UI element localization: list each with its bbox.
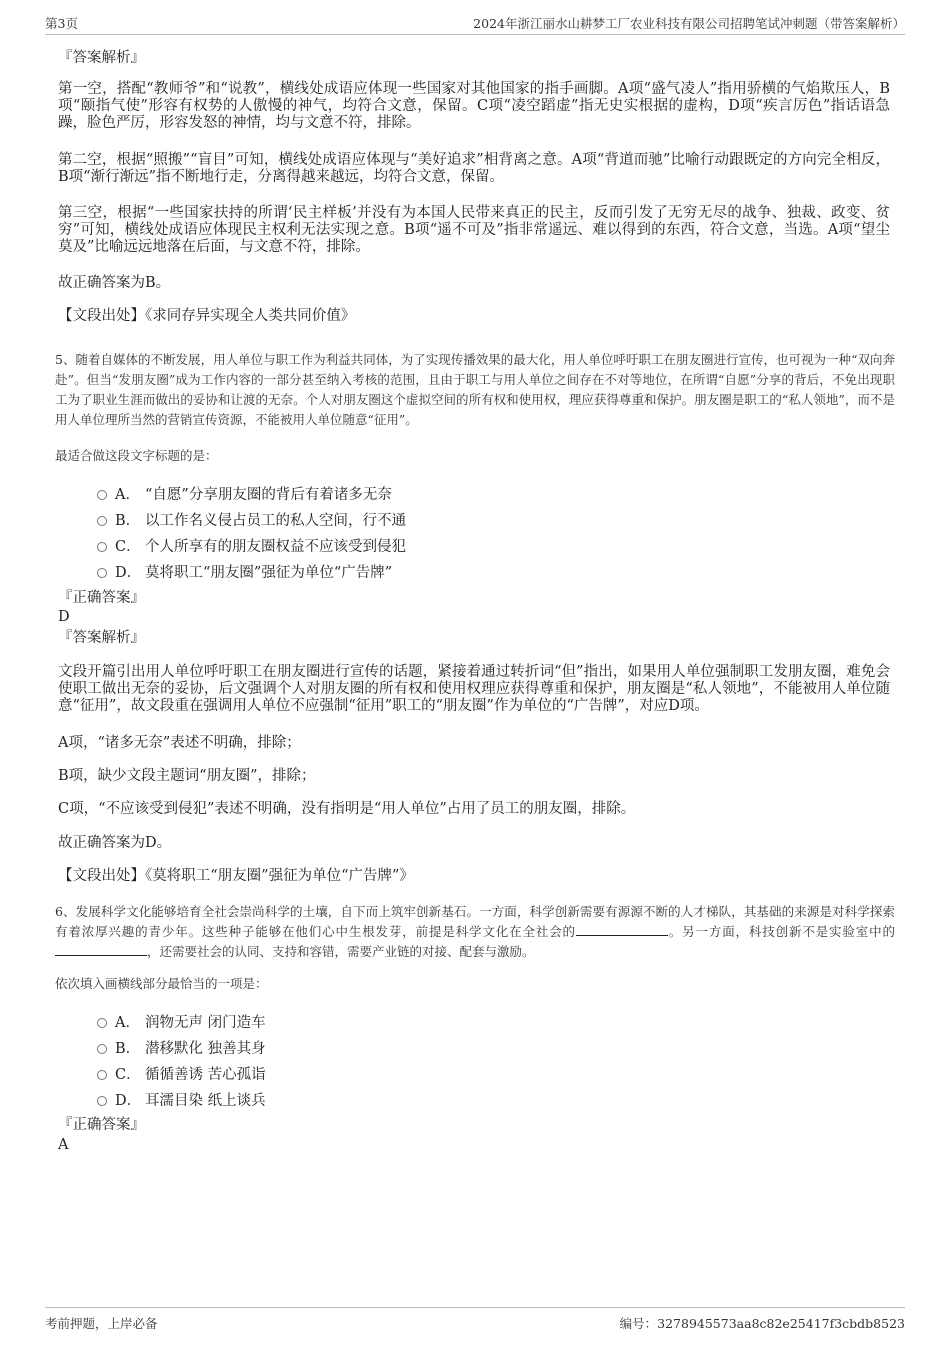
radio-button[interactable] xyxy=(97,490,107,500)
document-code: 编号：3278945573aa8c82e25417f3cbdb8523 xyxy=(619,1316,905,1331)
q6-option-c[interactable]: C． 循循善诱 苦心孤诣 xyxy=(97,1063,266,1083)
q4-analysis-paragraph-2: 第二空，根据“照搬”“盲目”可知，横线处成语应体现与“美好追求”相背离之意。A项“背道而驰”比喻行动跟既定的方向完全相反，B项“渐行渐远”指不断地行走，分离得越来越远，均符合文意，保留。 xyxy=(58,152,890,185)
q5-note-b: B项，缺少文段主题词“朋友圈”，排除； xyxy=(58,768,316,784)
q6-prompt: 依次填入画横线部分最恰当的一项是： xyxy=(55,976,268,991)
q6-stem: 6、发展科学文化能够培育全社会崇尚科学的土壤，自下而上筑牢创新基石。一方面，科学创新需要有源源不断的人才梯队，其基础的来源是对科学探索有着浓厚兴趣的青少年。这些种子能够在他们心中生根发芽，前提是科学文化在全社会的 。另一方面，科技创新不是实验室中的，还需要社会的认同、支持和容错，需要产业链的对接、配套与激励。 xyxy=(55,904,895,959)
q5-answer-label: 『正确答案』 xyxy=(58,590,145,606)
q5-analysis-label: 『答案解析』 xyxy=(58,630,145,646)
q5-prompt: 最适合做这段文字标题的是： xyxy=(55,448,218,463)
q4-conclusion: 故正确答案为B。 xyxy=(58,275,171,291)
q6-option-a[interactable]: A． 润物无声 闭门造车 xyxy=(97,1011,266,1031)
q6-option-d[interactable]: D． 耳濡目染 纸上谈兵 xyxy=(97,1089,266,1109)
q5-note-a: A项，“诸多无奈”表述不明确，排除； xyxy=(58,735,301,751)
q4-analysis-paragraph-1: 第一空，搭配“教师爷”和“说教”，横线处成语应体现一些国家对其他国家的指手画脚。A项“盛气凌人”指用骄横的气焰欺压人，B项“颐指气使”形容有权势的人傲慢的神气，均符合文意，保留。C项“凌空蹈虚”指无史实根据的虚构，D项“疾言厉色”指话语急躁，脸色严厉，形容发怒的神情，均与文意不符，排除。 xyxy=(58,81,890,131)
q5-source: 【文段出处】《莫将职工“朋友圈”强征为单位“广告牌”》 xyxy=(58,868,414,884)
footer-slogan: 考前押题，上岸必备 xyxy=(45,1316,158,1331)
q6-answer-label: 『正确答案』 xyxy=(58,1117,145,1133)
fill-blank-2 xyxy=(55,944,147,956)
q5-note-c: C项，“不应该受到侵犯”表述不明确，没有指明是“用人单位”占用了员工的朋友圈，排除。 xyxy=(58,801,636,817)
radio-button[interactable] xyxy=(97,1018,107,1028)
radio-button[interactable] xyxy=(97,516,107,526)
fill-blank-1 xyxy=(576,924,668,936)
q4-analysis-paragraph-3: 第三空，根据“一些国家扶持的所谓‘民主样板’并没有为本国人民带来真正的民主，反而引发了无穷无尽的战争、独裁、政变、贫穷”可知，横线处成语应体现民主权利无法实现之意。B项“遥不可及”指非常遥远、难以得到的东西，符合文意，当选。A项“望尘莫及”比喻远远地落在后面，与文意不符，排除。 xyxy=(58,205,890,255)
q5-option-a[interactable]: A． “自愿”分享朋友圈的背后有着诸多无奈 xyxy=(97,483,392,503)
q6-answer: A xyxy=(58,1137,69,1153)
q4-source: 【文段出处】《求同存异实现全人类共同价值》 xyxy=(58,308,356,324)
page-footer xyxy=(45,1307,905,1332)
q5-answer: D xyxy=(58,609,70,625)
q5-option-c[interactable]: C． 个人所享有的朋友圈权益不应该受到侵犯 xyxy=(97,535,406,555)
radio-button[interactable] xyxy=(97,1070,107,1080)
radio-button[interactable] xyxy=(97,542,107,552)
radio-button[interactable] xyxy=(97,568,107,578)
q5-option-d[interactable]: D． 莫将职工“朋友圈”强征为单位“广告牌” xyxy=(97,561,392,581)
page-number: 第3页 xyxy=(45,16,78,31)
document-title: 2024年浙江丽水山耕梦工厂农业科技有限公司招聘笔试冲刺题（带答案解析） xyxy=(473,16,905,31)
q5-conclusion: 故正确答案为D。 xyxy=(58,835,172,851)
q5-option-b[interactable]: B． 以工作名义侵占员工的私人空间，行不通 xyxy=(97,509,406,529)
q6-option-b[interactable]: B． 潜移默化 独善其身 xyxy=(97,1037,266,1057)
radio-button[interactable] xyxy=(97,1044,107,1054)
page-header xyxy=(45,12,905,35)
q5-analysis: 文段开篇引出用人单位呼吁职工在朋友圈进行宣传的话题，紧接着通过转折词“但”指出，如果用人单位强制职工发朋友圈，难免会使职工做出无奈的妥协，后文强调个人对朋友圈的所有权和使用权理应获得尊重和保护，朋友圈是“私人领地”，不能被用人单位随意“征用”，故文段重在强调用人单位不应强制“征用”职工的“朋友圈”作为单位的“广告牌”，对应D项。 xyxy=(58,664,890,714)
q4-analysis-label: 『答案解析』 xyxy=(58,50,145,66)
radio-button[interactable] xyxy=(97,1096,107,1106)
q5-stem: 5、随着自媒体的不断发展，用人单位与职工作为利益共同体，为了实现传播效果的最大化，用人单位呼吁职工在朋友圈进行宣传，也可视为一种“双向奔赴”。但当“发朋友圈”成为工作内容的一部分甚至纳入考核的范围，且由于职工与用人单位之间存在不对等地位，在所谓“自愿”分享的背后，不免出现职工为了职业生涯而做出的妥协和让渡的无奈。个人对朋友圈这个虚拟空间的所有权和使用权，理应获得尊重和保护。朋友圈是职工的“私人领地”，而不是用人单位理所当然的营销宣传资源，不能被用人单位随意“征用”。 xyxy=(55,352,895,427)
